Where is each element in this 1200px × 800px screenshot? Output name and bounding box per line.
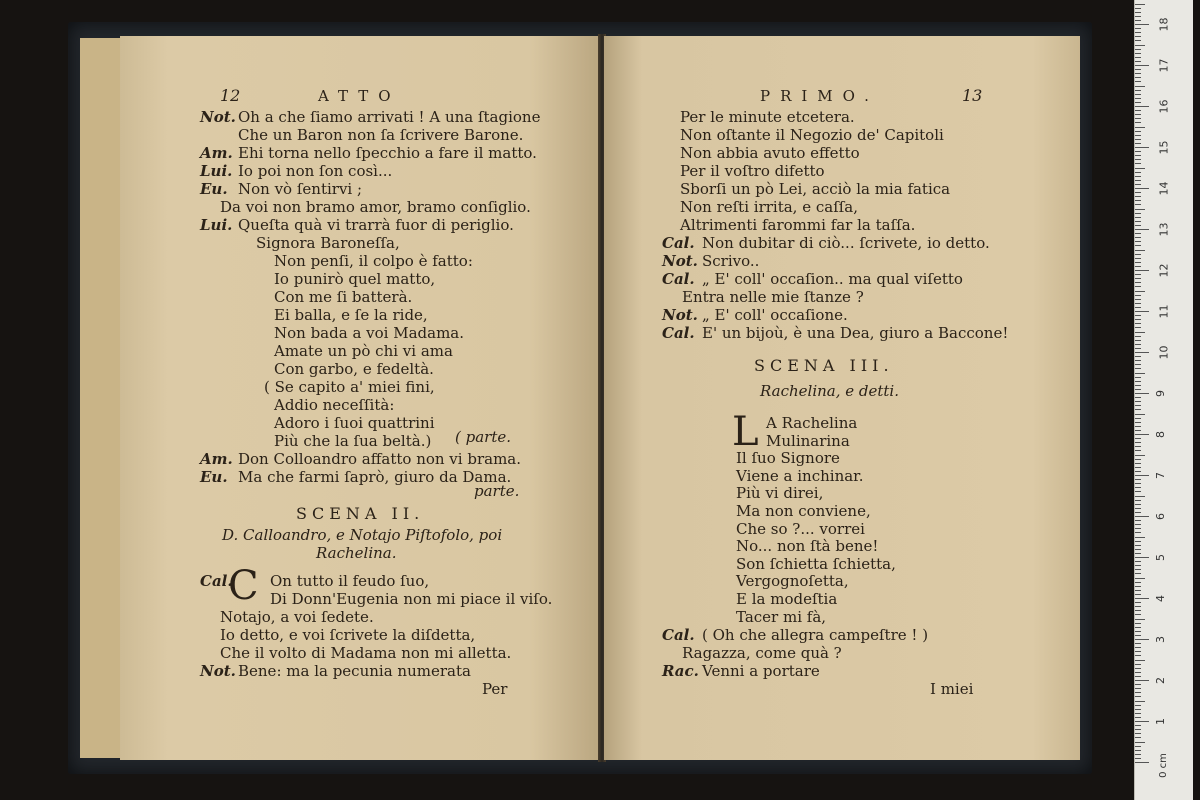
aria-line: Vergognoſetta, — [736, 572, 849, 591]
ruler-tick — [1135, 590, 1141, 591]
ruler-tick — [1135, 762, 1149, 763]
ruler-tick — [1135, 401, 1141, 402]
ruler-tick — [1135, 672, 1141, 673]
text-line: Con garbo, e fedeltà. — [274, 360, 434, 378]
ruler-tick — [1135, 623, 1141, 624]
ruler-tick — [1135, 299, 1141, 300]
scene-title: SCENA II. — [296, 504, 425, 523]
ruler-tick — [1135, 393, 1149, 394]
running-head: PRIMO. — [760, 87, 879, 105]
ruler-tick — [1135, 569, 1141, 570]
ruler-tick — [1135, 168, 1145, 169]
ruler-tick — [1135, 573, 1141, 574]
ruler-tick — [1135, 504, 1141, 505]
text-line: Queſta quà vi trarrà fuor di periglio. — [238, 216, 514, 234]
ruler-tick — [1135, 327, 1141, 328]
ruler-tick — [1135, 332, 1145, 333]
ruler-tick — [1135, 24, 1149, 25]
ruler-tick — [1135, 237, 1141, 238]
text-line: Entra nelle mie ſtanze ? — [682, 288, 864, 306]
ruler-number: 14 — [1157, 181, 1171, 196]
text-line: Venni a portare — [702, 662, 820, 680]
ruler-tick — [1135, 602, 1141, 603]
ruler-tick — [1135, 57, 1141, 58]
text-line: ( Oh che allegra campeſtre ! ) — [702, 626, 929, 644]
aria-line: Più vi direi, — [736, 484, 824, 503]
speaker-label: Am. — [200, 450, 233, 468]
stage-direction: ( parte. — [455, 428, 512, 446]
speaker-label: Rac. — [662, 662, 699, 680]
ruler-number: 18 — [1157, 17, 1171, 32]
text-line: E' un bijoù, è una Dea, giuro a Baccone! — [702, 324, 1009, 342]
text-line: Non reſti irrita, e caſſa, — [680, 198, 859, 216]
ruler-tick — [1135, 258, 1141, 259]
ruler-tick — [1135, 709, 1141, 710]
text-line: Per le minute etcetera. — [680, 108, 855, 126]
text-line: Oh a che ſiamo arrivati ! A una ſtagione — [238, 108, 541, 126]
ruler-tick — [1135, 155, 1141, 156]
aria-line: Ma non conviene, — [736, 502, 871, 520]
ruler-tick — [1135, 336, 1141, 337]
ruler-tick — [1135, 446, 1141, 447]
ruler-tick — [1135, 520, 1141, 521]
ruler-tick — [1135, 184, 1141, 185]
ruler-tick — [1135, 397, 1141, 398]
ruler-tick — [1135, 303, 1141, 304]
ruler-tick — [1135, 586, 1141, 587]
ruler-tick — [1135, 614, 1141, 615]
ruler-tick — [1135, 147, 1149, 148]
ruler-tick — [1135, 143, 1141, 144]
text-line: Ei balla, e ſe la ride, — [274, 306, 428, 324]
ruler-tick — [1135, 377, 1141, 378]
ruler-tick — [1135, 688, 1141, 689]
ruler-tick — [1135, 754, 1141, 755]
text-line: Io punirò quel matto, — [274, 270, 436, 288]
ruler-tick — [1135, 282, 1141, 283]
ruler-tick — [1135, 385, 1141, 386]
ruler-tick — [1135, 348, 1141, 349]
ruler-number: 6 — [1154, 513, 1167, 520]
ruler-tick — [1135, 221, 1141, 222]
ruler-tick — [1135, 122, 1141, 123]
text-line: Notajo, a voi ſedete. — [220, 608, 374, 626]
ruler-tick — [1135, 319, 1141, 320]
ruler-tick — [1135, 524, 1141, 525]
aria-line: Tacer mi fà, — [736, 607, 827, 626]
ruler-tick — [1135, 356, 1141, 357]
ruler-tick — [1135, 537, 1145, 538]
ruler-tick — [1135, 213, 1141, 214]
ruler-tick — [1135, 159, 1141, 160]
text-line: Scrivo.. — [702, 252, 760, 270]
ruler-tick — [1135, 725, 1141, 726]
text-line: „ E' coll' occaſion.. ma qual viſetto — [702, 270, 963, 288]
ruler-tick — [1135, 418, 1141, 419]
ruler-tick — [1135, 118, 1141, 119]
ruler-tick — [1135, 49, 1141, 50]
ruler-tick — [1135, 188, 1149, 189]
ruler-tick — [1135, 262, 1141, 263]
ruler-tick — [1135, 204, 1141, 205]
ruler-tick — [1135, 65, 1149, 66]
ruler-tick — [1135, 45, 1145, 46]
text-line: Bene: ma la pecunia numerata — [238, 662, 471, 680]
ruler-tick — [1135, 627, 1141, 628]
left-page — [120, 36, 602, 760]
ruler-tick — [1135, 209, 1145, 210]
ruler-tick — [1135, 631, 1141, 632]
text-line: ( Se capito a' miei fini, — [264, 378, 435, 396]
ruler-tick — [1135, 73, 1141, 74]
ruler-tick — [1135, 532, 1141, 533]
text-line: Di Donn'Eugenia non mi piace il viſo. — [270, 590, 553, 608]
ruler-tick — [1135, 606, 1141, 607]
ruler-tick — [1135, 705, 1141, 706]
scene-cast: Rachelina. — [316, 544, 397, 562]
ruler-tick — [1135, 110, 1141, 111]
ruler-tick — [1135, 217, 1141, 218]
ruler-tick — [1135, 491, 1141, 492]
drop-cap: L — [732, 409, 759, 455]
scene-cast: Rachelina, e detti. — [760, 382, 899, 400]
ruler-number: 12 — [1157, 263, 1171, 278]
ruler-tick — [1135, 438, 1141, 439]
ruler-tick — [1135, 102, 1141, 103]
text-line: Più che la ſua beltà.) — [274, 432, 432, 450]
ruler-tick — [1135, 565, 1141, 566]
ruler-tick — [1135, 676, 1141, 677]
ruler-unit: 0 cm — [1157, 753, 1169, 778]
aria-line: A Rachelina — [766, 414, 858, 432]
ruler-tick — [1135, 315, 1141, 316]
right-page — [604, 36, 1080, 760]
text-line: Ehi torna nello ſpecchio a fare il matto. — [238, 144, 537, 162]
text-line: On tutto il feudo ſuo, — [270, 572, 430, 590]
speaker-label: Eu. — [200, 180, 228, 198]
ruler-tick — [1135, 61, 1141, 62]
ruler-number: 13 — [1157, 222, 1171, 237]
ruler-tick — [1135, 364, 1141, 365]
ruler-tick — [1135, 114, 1141, 115]
text-line: Altrimenti farommi far la taſſa. — [680, 216, 916, 234]
ruler-tick — [1135, 467, 1141, 468]
drop-cap: C — [228, 563, 259, 609]
ruler-tick — [1135, 487, 1141, 488]
aria-line: Son ſchietta ſchietta, — [736, 554, 896, 573]
ruler-tick — [1135, 422, 1141, 423]
text-line: Addio neceſſità: — [274, 396, 395, 414]
text-line: Che un Baron non ſa ſcrivere Barone. — [238, 126, 524, 144]
ruler-number: 15 — [1157, 140, 1171, 155]
ruler-tick — [1135, 475, 1149, 476]
aria-line: E la modeſtia — [736, 590, 838, 608]
ruler-tick — [1135, 635, 1141, 636]
ruler-tick — [1135, 291, 1145, 292]
text-line: Io detto, e voi ſcrivete la diſdetta, — [220, 626, 476, 644]
ruler-tick — [1135, 12, 1141, 13]
aria-line: No... non ſtà bene! — [736, 537, 879, 556]
ruler-tick — [1135, 381, 1141, 382]
ruler-tick — [1135, 270, 1149, 271]
ruler-tick — [1135, 106, 1149, 107]
ruler-number: 5 — [1154, 554, 1167, 561]
ruler-tick — [1135, 254, 1141, 255]
ruler-tick — [1135, 701, 1145, 702]
ruler-tick — [1135, 266, 1141, 267]
ruler-tick — [1135, 684, 1141, 685]
ruler-tick — [1135, 245, 1141, 246]
ruler-tick — [1135, 151, 1141, 152]
scene-title: SCENA III. — [754, 356, 894, 375]
ruler-tick — [1135, 561, 1141, 562]
ruler-tick — [1135, 639, 1149, 640]
ruler-tick — [1135, 278, 1141, 279]
speaker-label: Not. — [200, 108, 236, 126]
ruler-tick — [1135, 286, 1141, 287]
ruler-tick — [1135, 729, 1141, 730]
ruler-tick — [1135, 229, 1149, 230]
ruler-tick — [1135, 733, 1141, 734]
ruler-tick — [1135, 737, 1141, 738]
ruler-number: 9 — [1154, 390, 1167, 397]
ruler-tick — [1135, 459, 1141, 460]
ruler-tick — [1135, 4, 1145, 5]
ruler-tick — [1135, 323, 1141, 324]
ruler-tick — [1135, 307, 1141, 308]
ruler-tick — [1135, 668, 1141, 669]
text-line: Non oſtante il Negozio de' Capitoli — [680, 126, 944, 144]
ruler-number: 10 — [1157, 345, 1171, 360]
ruler-tick — [1135, 496, 1145, 497]
text-line: Don Colloandro affatto non vi brama. — [238, 450, 522, 468]
ruler-tick — [1135, 127, 1145, 128]
ruler-tick — [1135, 680, 1149, 681]
ruler-tick — [1135, 90, 1141, 91]
ruler-tick — [1135, 200, 1141, 201]
ruler-tick — [1135, 32, 1141, 33]
page-number: 13 — [962, 86, 983, 105]
stage-direction: parte. — [474, 482, 520, 500]
ruler-tick — [1135, 758, 1141, 759]
ruler-tick — [1135, 578, 1145, 579]
speaker-label: Cal. — [662, 626, 695, 644]
ruler-tick — [1135, 426, 1141, 427]
ruler-tick — [1135, 40, 1141, 41]
ruler-number: 8 — [1154, 431, 1167, 438]
text-line: Non penſi, il colpo è fatto: — [274, 252, 473, 270]
text-line: Con me ſi batterà. — [274, 288, 413, 306]
ruler-tick — [1135, 541, 1141, 542]
speaker-label: Lui. — [200, 216, 233, 234]
ruler-tick — [1135, 660, 1145, 661]
ruler-tick — [1135, 721, 1149, 722]
ruler-number: 2 — [1154, 677, 1167, 684]
page-number: 12 — [220, 86, 241, 105]
ruler-tick — [1135, 36, 1141, 37]
ruler-number: 16 — [1157, 99, 1171, 114]
ruler-tick — [1135, 516, 1149, 517]
text-line: Che il volto di Madama non mi alletta. — [220, 644, 512, 662]
speaker-label: Cal. — [662, 270, 695, 288]
ruler-tick — [1135, 594, 1141, 595]
text-line: Ragazza, come quà ? — [682, 644, 842, 662]
ruler-tick — [1135, 241, 1141, 242]
ruler-tick — [1135, 172, 1141, 173]
ruler-tick — [1135, 352, 1149, 353]
ruler-tick — [1135, 180, 1141, 181]
speaker-label: Not. — [662, 252, 698, 270]
ruler-tick — [1135, 619, 1145, 620]
ruler-tick — [1135, 98, 1141, 99]
ruler-tick — [1135, 483, 1141, 484]
ruler-tick — [1135, 598, 1149, 599]
text-line: Ma che farmi ſaprò, giuro da Dama. — [238, 468, 512, 486]
text-line: Signora Baroneſſa, — [256, 234, 400, 252]
ruler-tick — [1135, 414, 1145, 415]
aria-line: Il ſuo Signore — [736, 449, 840, 468]
text-line: Non vò ſentirvi ; — [238, 180, 363, 198]
running-head: ATTO — [318, 87, 401, 105]
text-line: Non abbia avuto effetto — [680, 144, 860, 162]
ruler-tick — [1135, 582, 1141, 583]
ruler-tick — [1135, 389, 1141, 390]
speaker-label: Not. — [662, 306, 698, 324]
ruler-tick — [1135, 274, 1141, 275]
ruler-tick — [1135, 344, 1141, 345]
ruler-tick — [1135, 340, 1141, 341]
ruler-tick — [1135, 409, 1141, 410]
aria-line: Mulinarina — [766, 431, 850, 450]
ruler-tick — [1135, 233, 1141, 234]
ruler-tick — [1135, 295, 1141, 296]
ruler-tick — [1135, 405, 1141, 406]
ruler-tick — [1135, 360, 1141, 361]
ruler-tick — [1135, 442, 1141, 443]
ruler-tick — [1135, 86, 1145, 87]
ruler-tick — [1135, 28, 1141, 29]
ruler-tick — [1135, 176, 1141, 177]
ruler-tick — [1135, 610, 1141, 611]
ruler-tick — [1135, 651, 1141, 652]
ruler-tick — [1135, 455, 1145, 456]
catchword: I miei — [930, 680, 974, 698]
ruler-tick — [1135, 500, 1141, 501]
ruler-tick — [1135, 655, 1141, 656]
ruler-tick — [1135, 225, 1141, 226]
ruler-tick — [1135, 368, 1141, 369]
ruler-tick — [1135, 196, 1141, 197]
ruler-number: 4 — [1154, 595, 1167, 602]
ruler-tick — [1135, 647, 1141, 648]
ruler-tick — [1135, 69, 1141, 70]
text-line: Adoro i ſuoi quattrini — [274, 414, 435, 432]
catchword: Per — [482, 680, 508, 698]
ruler-tick — [1135, 643, 1141, 644]
speaker-label: Cal. — [200, 572, 233, 590]
speaker-label: Not. — [200, 662, 236, 680]
ruler-tick — [1135, 311, 1149, 312]
ruler-tick — [1135, 746, 1141, 747]
ruler-tick — [1135, 528, 1141, 529]
text-line: Amate un pò chi vi ama — [274, 342, 453, 360]
ruler-tick — [1135, 717, 1141, 718]
ruler-tick — [1135, 139, 1141, 140]
text-line: Non dubitar di ciò... ſcrivete, io detto. — [702, 234, 990, 252]
ruler-tick — [1135, 549, 1141, 550]
ruler-tick — [1135, 713, 1141, 714]
text-line: Sborſi un pò Lei, acciò la mia fatica — [680, 180, 951, 198]
ruler-number: 11 — [1157, 304, 1171, 319]
ruler-tick — [1135, 192, 1141, 193]
ruler-tick — [1135, 8, 1141, 9]
ruler-tick — [1135, 135, 1141, 136]
ruler-tick — [1135, 508, 1141, 509]
speaker-label: Cal. — [662, 324, 695, 342]
ruler-tick — [1135, 373, 1145, 374]
text-line: Per il voſtro difetto — [680, 162, 825, 180]
ruler-tick — [1135, 430, 1141, 431]
ruler-tick — [1135, 557, 1149, 558]
aria-line: Che so ?... vorrei — [736, 519, 865, 538]
ruler-tick — [1135, 471, 1141, 472]
ruler-number: 3 — [1154, 636, 1167, 643]
speaker-label: Am. — [200, 144, 233, 162]
ruler-tick — [1135, 463, 1141, 464]
ruler-tick — [1135, 77, 1141, 78]
ruler-tick — [1135, 16, 1141, 17]
text-line: Da voi non bramo amor, bramo conſiglio. — [220, 198, 531, 216]
ruler-tick — [1135, 94, 1141, 95]
ruler-tick — [1135, 450, 1141, 451]
ruler-tick — [1135, 53, 1141, 54]
ruler-tick — [1135, 163, 1141, 164]
ruler-tick — [1135, 434, 1149, 435]
scene-cast: D. Calloandro, e Notajo Piſtofolo, poi — [222, 526, 503, 544]
ruler-tick — [1135, 696, 1141, 697]
ruler-tick — [1135, 664, 1141, 665]
ruler-number: 17 — [1157, 58, 1171, 73]
ruler-tick — [1135, 545, 1141, 546]
ruler-tick — [1135, 250, 1145, 251]
ruler-tick — [1135, 750, 1141, 751]
speaker-label: Eu. — [200, 468, 228, 486]
ruler-number: 1 — [1154, 718, 1167, 725]
text-line: Io poi non ſon così... — [238, 162, 393, 180]
ruler-tick — [1135, 553, 1141, 554]
ruler-tick — [1135, 81, 1141, 82]
aria-line: Viene a inchinar. — [736, 466, 864, 485]
measurement-ruler — [1134, 0, 1193, 800]
ruler-tick — [1135, 742, 1145, 743]
ruler-tick — [1135, 20, 1141, 21]
speaker-label: Lui. — [200, 162, 233, 180]
ruler-number: 7 — [1154, 472, 1167, 479]
ruler-tick — [1135, 692, 1141, 693]
ruler-tick — [1135, 512, 1141, 513]
ruler-tick — [1135, 479, 1141, 480]
text-line: Non bada a voi Madama. — [274, 324, 465, 342]
speaker-label: Cal. — [662, 234, 695, 252]
text-line: „ E' coll' occaſione. — [702, 306, 848, 324]
ruler-tick — [1135, 131, 1141, 132]
